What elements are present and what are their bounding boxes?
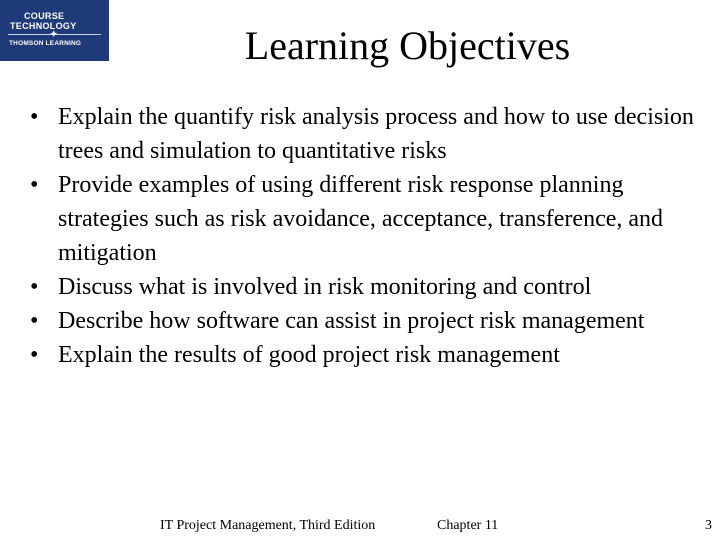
footer-chapter: Chapter 11 <box>437 518 499 533</box>
list-item-text: Explain the quantify risk analysis process and how to use decision trees and simulation to quantitative risks <box>58 104 694 164</box>
footer-page-number: 3 <box>705 518 712 533</box>
list-item <box>30 304 700 338</box>
objectives-list <box>30 100 700 372</box>
logo-text-thomson: THOMSON LEARNING <box>9 40 82 47</box>
bullet-icon: • <box>30 172 39 198</box>
list-item-text: Explain the results of good project risk management <box>58 342 560 368</box>
list-item-text: Describe how software can assist in project risk management <box>58 308 645 334</box>
list-item-text: Provide examples of using different risk response planning strategies such as risk avoidance, acceptance, transference, and mitigation <box>58 172 664 266</box>
list-item <box>30 100 700 168</box>
bullet-icon: • <box>30 274 39 300</box>
list-item <box>30 338 700 372</box>
slide-title: Learning Objectives <box>244 23 571 68</box>
logo-star-icon: ✦ <box>50 29 58 39</box>
list-item-text: Discuss what is involved in risk monitoring and control <box>58 274 592 300</box>
logo-text-course: COURSE <box>24 11 65 21</box>
logo-text-technology: TECHNOLOGY <box>10 21 77 31</box>
bullet-icon: • <box>30 104 39 130</box>
bullet-icon: • <box>30 342 39 368</box>
footer-book-title: IT Project Management, Third Edition <box>160 518 376 533</box>
list-item <box>30 168 700 270</box>
list-item <box>30 270 700 304</box>
bullet-icon: • <box>30 308 39 334</box>
